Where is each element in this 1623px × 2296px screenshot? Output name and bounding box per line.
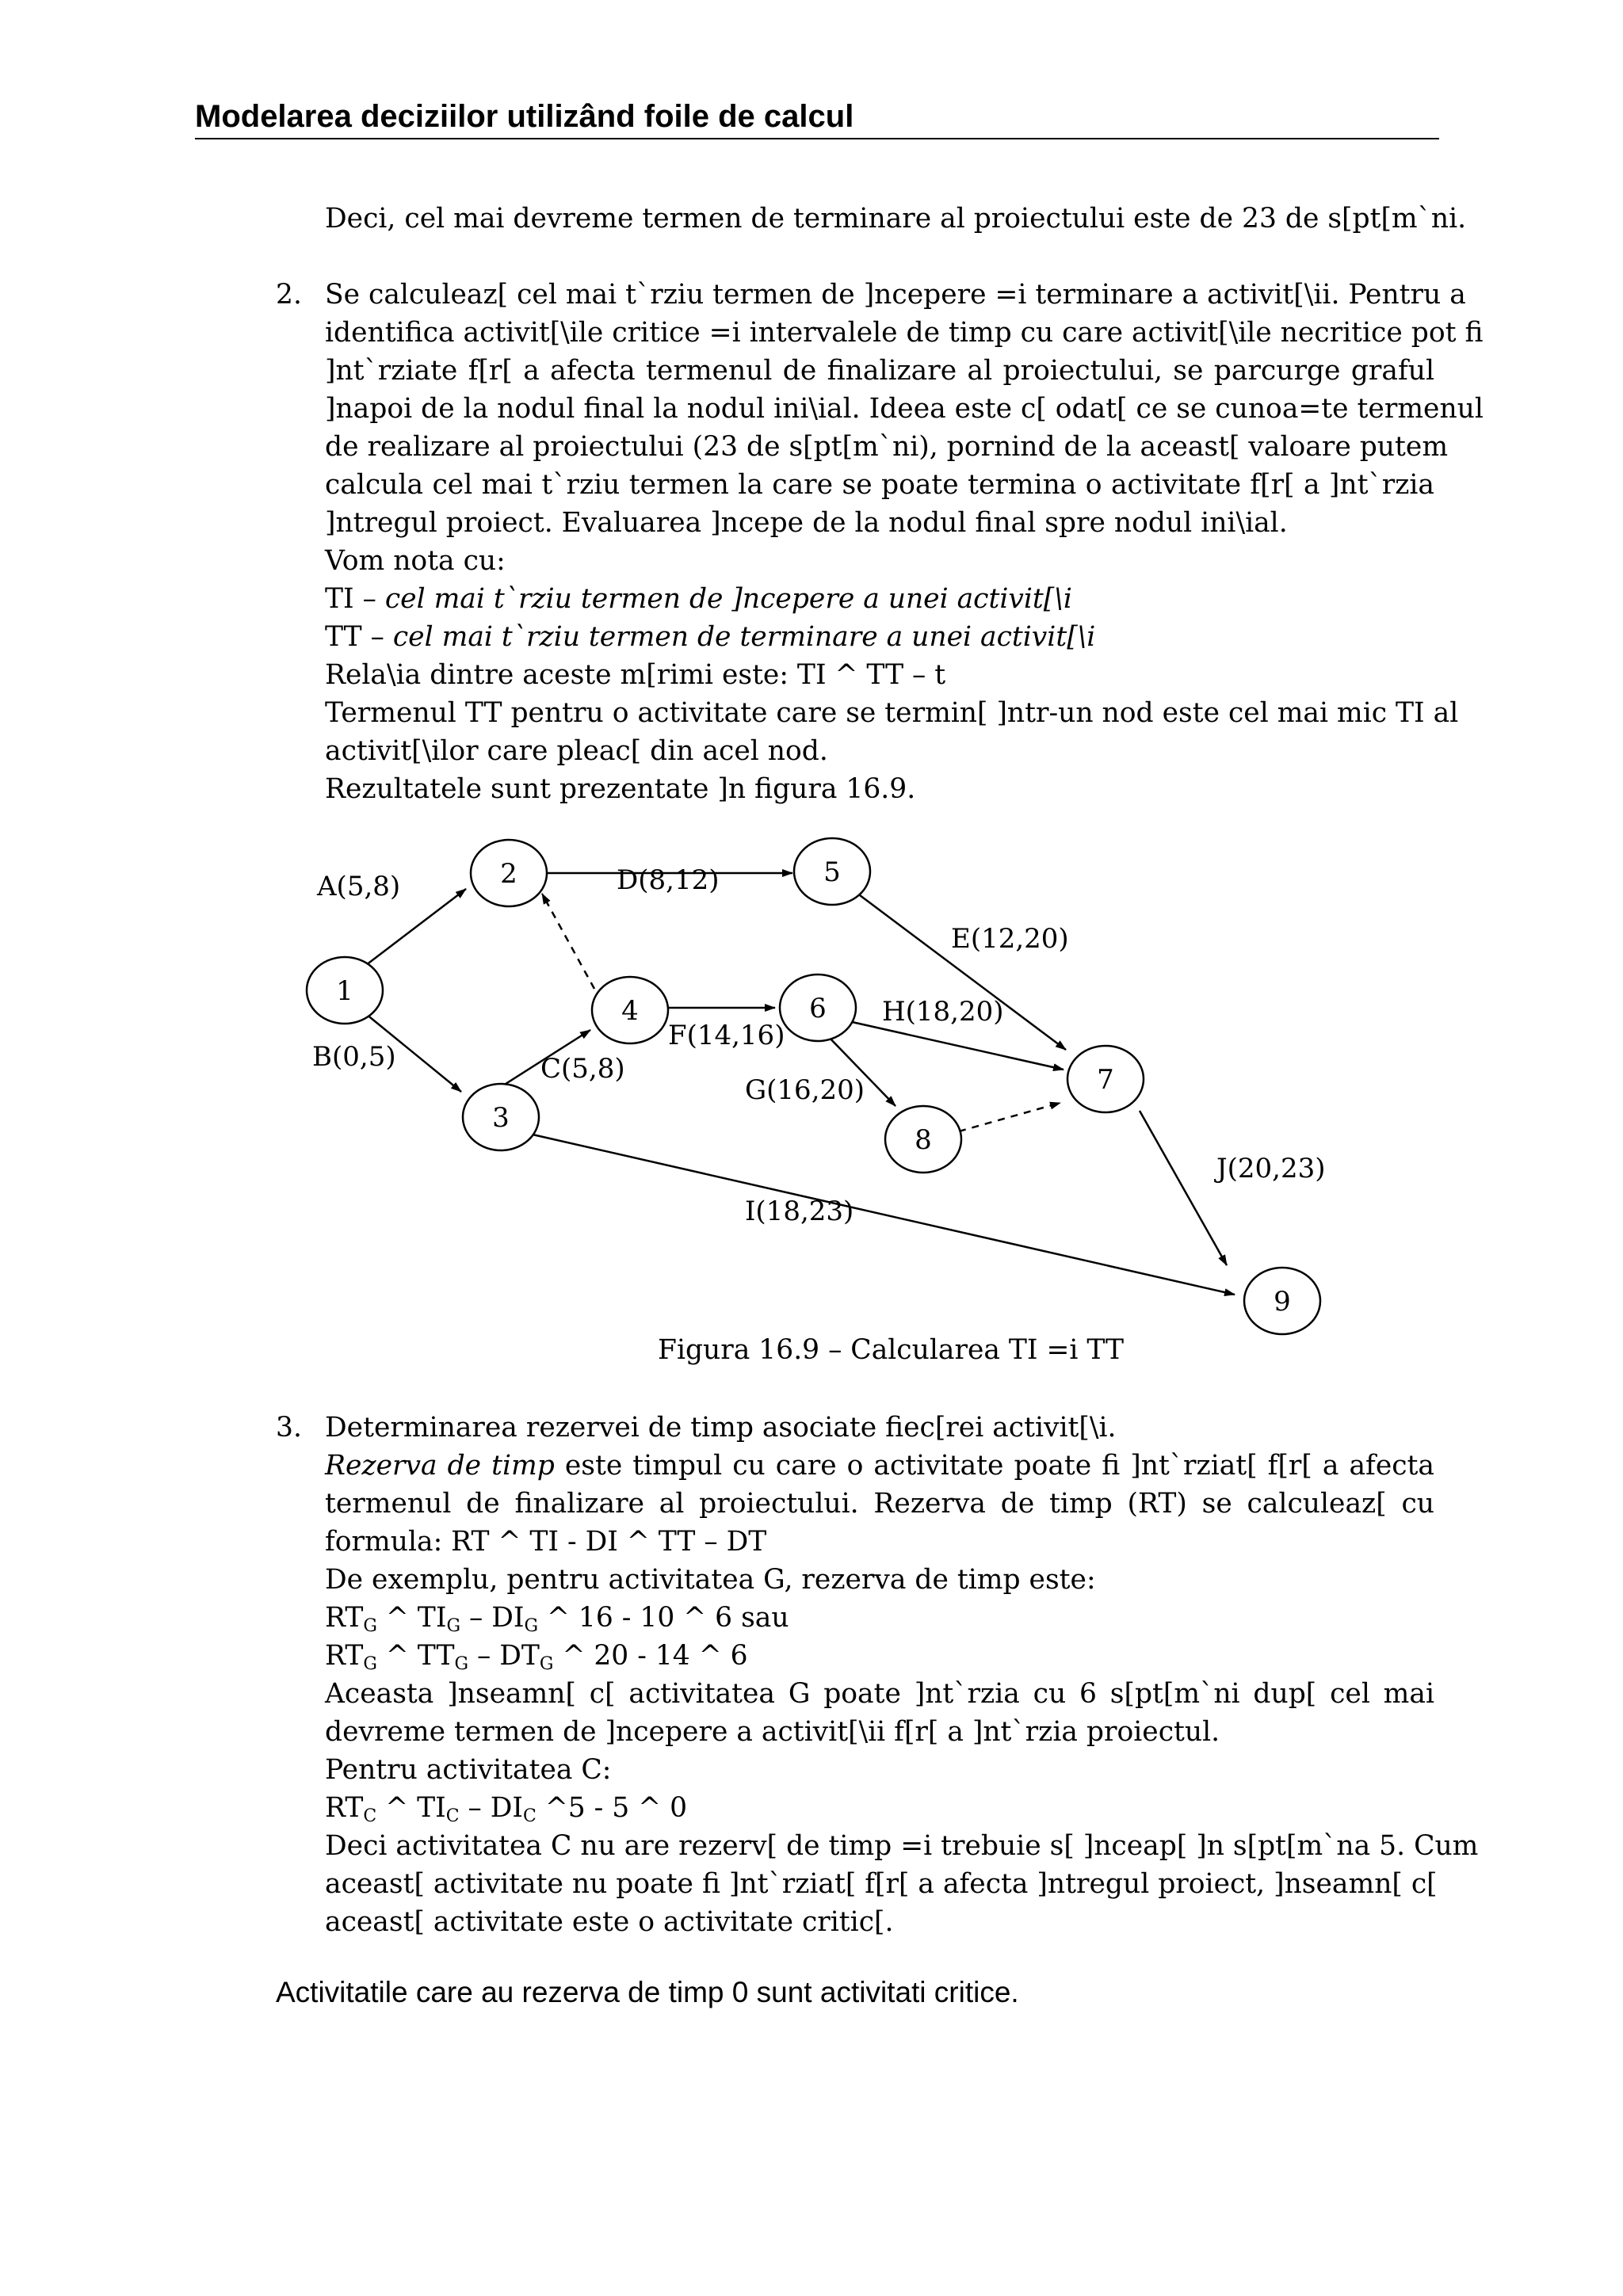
tt-def: cel mai t`rziu termen de terminare a unei activit[\i — [392, 621, 1096, 653]
rtg-formula-1: $RT_G$ ^ $TI_G - DI_G$ ^ 16 - 10 ^ 6 sau — [325, 1602, 789, 1636]
network-diagram — [293, 824, 1355, 1363]
svg-text:5: 5 — [823, 856, 841, 888]
intro-text: Deci, cel mai devreme termen de terminare al proiectului este de 23 de s[pt[m`ni. — [325, 203, 1467, 235]
node-2 — [471, 840, 547, 906]
svg-text:4: 4 — [621, 995, 639, 1027]
edge-dummy-8-7 — [959, 1103, 1060, 1131]
tt-abbr: TT — [325, 621, 362, 653]
deci-line: Deci activitatea C nu are rezerv[ de timp =i trebuie s[ ]nceap[ ]n s[pt[m`na 5. Cum — [325, 1830, 1479, 1862]
edge-label-F: F(14,16) — [668, 1020, 785, 1051]
page-header: Modelarea deciziilor utilizând foile de calcul — [195, 95, 1439, 139]
formula-line: formula: RT ^ TI - DI ^ TT – DT — [325, 1526, 767, 1558]
tt-definition: TT – cel mai t`rziu termen de terminare a unei activit[\i — [325, 621, 1096, 653]
rtc-formula: $RT_C$ ^ $TI_C - DI_C$ ^5 - 5 ^ 0 — [325, 1792, 688, 1826]
svg-text:7: 7 — [1097, 1064, 1114, 1096]
deci-line: aceast[ activitate nu poate fi ]nt`rziat[ f[r[ a afecta ]ntregul proiect, ]nseamn[ c[ — [325, 1868, 1438, 1900]
svg-text:3: 3 — [492, 1102, 510, 1134]
step-2-line: ]napoi de la nodul final la nodul ini\ial. Ideea este c[ odat[ ce se cunoa=te termenul — [325, 393, 1484, 425]
ti-definition: TI – cel mai t`rziu termen de ]ncepere a unei activit[\i — [325, 583, 1072, 615]
rezerva-line — [325, 1447, 1434, 1485]
svg-text:2: 2 — [500, 858, 517, 890]
step-2-line: Se calculeaz[ cel mai t`rziu termen de ]ncepere =i terminare a activit[\ii. Pentru a — [325, 279, 1466, 311]
vom-nota: Vom nota cu: — [325, 545, 506, 577]
node-8 — [885, 1106, 961, 1173]
step-2-line: de realizare al proiectului (23 de s[pt[m`ni), pornind de la aceast[ valoare putem — [325, 431, 1449, 463]
edge-label-J: J(20,23) — [1216, 1153, 1326, 1184]
svg-text:8: 8 — [915, 1124, 932, 1156]
footer-note: Activitatile care au rezerva de timp 0 sunt activitati critice. — [276, 1976, 1019, 2008]
svg-text:9: 9 — [1274, 1286, 1291, 1318]
node-5 — [794, 838, 870, 905]
step-2-number: 2. — [276, 279, 302, 311]
node-4 — [592, 977, 668, 1043]
node-3 — [463, 1084, 539, 1150]
step-2-line: ]ntregul proiect. Evaluarea ]ncepe de la nodul final spre nodul ini\ial. — [325, 507, 1288, 539]
step-2-line: identifica activit[\ile critice =i intervalele de timp cu care activit[\ile necritice pot fi — [325, 317, 1484, 349]
edge-label-H: H(18,20) — [882, 996, 1004, 1028]
svg-text:6: 6 — [809, 993, 827, 1024]
rezerva-line: termenul de finalizare al proiectului. Rezerva de timp (RT) se calculeaz[ cu — [325, 1488, 1434, 1520]
rezerva-term: Rezerva de timp — [325, 1450, 555, 1482]
rezerva-rest: este timpul cu care o activitate poate fi ]nt`rziat[ f[r[ a afecta — [564, 1450, 1434, 1482]
termenul-line: activit[\ilor care pleac[ din acel nod. — [325, 735, 828, 767]
edge-label-I: I(18,23) — [745, 1196, 854, 1227]
figure-caption: Figura 16.9 – Calcularea TI =i TT — [658, 1334, 1125, 1366]
step-3-title: Determinarea rezervei de timp asociate fiec[rei activit[\i. — [325, 1412, 1117, 1444]
node-7 — [1067, 1046, 1144, 1112]
aceasta-line: devreme termen de ]ncepere a activit[\ii f[r[ a ]nt`rzia proiectul. — [325, 1716, 1220, 1748]
edge-I — [533, 1135, 1235, 1295]
pentru-c: Pentru activitatea C: — [325, 1754, 612, 1786]
node-9 — [1244, 1268, 1320, 1334]
relatia: Rela\ia dintre aceste m[rimi este: TI ^ TT – t — [325, 659, 946, 691]
edge-label-C: C(5,8) — [540, 1053, 625, 1085]
edge-J — [1140, 1111, 1227, 1265]
ti-abbr: TI — [325, 583, 354, 615]
step-3-number: 3. — [276, 1412, 302, 1444]
rtg-formula-2: $RT_G$ ^ $TT_G - DT_G$ ^ 20 - 14 ^ 6 — [325, 1640, 748, 1674]
deci-line: aceast[ activitate este o activitate critic[. — [325, 1906, 894, 1938]
edge-label-B: B(0,5) — [312, 1041, 396, 1073]
termenul-line: Termenul TT pentru o activitate care se termin[ ]ntr-un nod este cel mai mic TI al — [325, 697, 1459, 729]
node-1 — [307, 957, 383, 1024]
ti-def: cel mai t`rziu termen de ]ncepere a unei activit[\i — [384, 583, 1072, 615]
edge-label-G: G(16,20) — [745, 1074, 865, 1106]
step-2-line: calcula cel mai t`rziu termen la care se poate termina o activitate f[r[ a ]nt`rzia — [325, 469, 1434, 501]
aceasta-line: Aceasta ]nseamn[ c[ activitatea G poate ]nt`rzia cu 6 s[pt[m`ni dup[ cel mai — [325, 1678, 1434, 1710]
svg-text:1: 1 — [336, 975, 353, 1007]
edge-label-A: A(5,8) — [317, 871, 401, 902]
edge-dummy-4-2 — [542, 894, 594, 989]
edge-label-D: D(8,12) — [617, 864, 720, 896]
node-6 — [780, 974, 856, 1041]
edge-label-E: E(12,20) — [951, 923, 1069, 955]
step-2-line: ]nt`rziate f[r[ a afecta termenul de finalizare al proiectului, se parcurge graful — [325, 355, 1434, 387]
rezultate-text: Rezultatele sunt prezentate ]n figura 16.9. — [325, 773, 916, 805]
exemplu-line: De exemplu, pentru activitatea G, rezerva de timp este: — [325, 1564, 1096, 1596]
